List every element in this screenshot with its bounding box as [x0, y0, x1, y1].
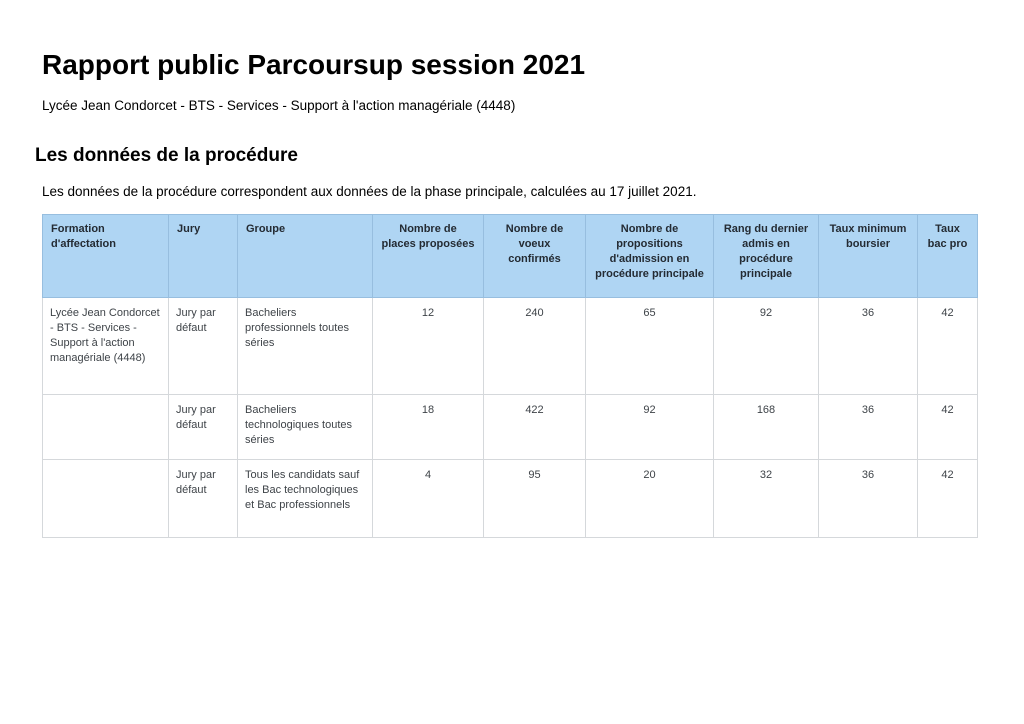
table-cell: 36: [819, 298, 918, 395]
table-row: [43, 460, 978, 538]
table-cell: Jury par défaut: [169, 460, 238, 538]
col-header-jury: Jury: [169, 215, 238, 298]
table-cell: Jury par défaut: [169, 298, 238, 395]
table-cell: 42: [918, 460, 978, 538]
table-cell: Lycée Jean Condorcet - BTS - Services - Support à l'action managériale (4448): [43, 298, 169, 395]
table-cell: [43, 395, 169, 460]
table-cell: 95: [484, 460, 586, 538]
page-subtitle: Lycée Jean Condorcet - BTS - Services - Support à l'action managériale (4448): [42, 98, 516, 114]
table-row: [43, 395, 978, 460]
table-cell: 92: [714, 298, 819, 395]
header-row: [43, 215, 978, 298]
table-cell: 168: [714, 395, 819, 460]
table-row: [43, 298, 978, 395]
table-cell: Tous les candidats sauf les Bac technologiques et Bac professionnels: [238, 460, 373, 538]
table-cell: 12: [373, 298, 484, 395]
col-header-taux-bac-pro: Taux bac pro: [918, 215, 978, 298]
table-cell: Bacheliers professionnels toutes séries: [238, 298, 373, 395]
table-cell: 42: [918, 298, 978, 395]
table-cell: 36: [819, 395, 918, 460]
table-cell: Bacheliers technologiques toutes séries: [238, 395, 373, 460]
intro-text: Les données de la procédure correspondent aux données de la phase principale, calculées au 17 juillet 2021.: [42, 184, 697, 200]
table-cell: 422: [484, 395, 586, 460]
table-cell: 240: [484, 298, 586, 395]
page-title: Rapport public Parcoursup session 2021: [42, 49, 586, 80]
table-cell: Jury par défaut: [169, 395, 238, 460]
table-cell: 4: [373, 460, 484, 538]
table-cell: [43, 460, 169, 538]
col-header-rang-dernier-admis: Rang du dernier admis en procédure principale: [714, 215, 819, 298]
col-header-taux-boursier: Taux minimum boursier: [819, 215, 918, 298]
col-header-propositions-admission: Nombre de propositions d'admission en procédure principale: [586, 215, 714, 298]
table-cell: 42: [918, 395, 978, 460]
procedure-table: [42, 214, 978, 538]
col-header-formation: Formation d'affectation: [43, 215, 169, 298]
table-cell: 32: [714, 460, 819, 538]
col-header-places-proposees: Nombre de places proposées: [373, 215, 484, 298]
table-cell: 20: [586, 460, 714, 538]
table-cell: 65: [586, 298, 714, 395]
col-header-voeux-confirmes: Nombre de voeux confirmés: [484, 215, 586, 298]
col-header-groupe: Groupe: [238, 215, 373, 298]
table-cell: 36: [819, 460, 918, 538]
section-heading: Les données de la procédure: [35, 145, 298, 167]
table-cell: 18: [373, 395, 484, 460]
table-cell: 92: [586, 395, 714, 460]
